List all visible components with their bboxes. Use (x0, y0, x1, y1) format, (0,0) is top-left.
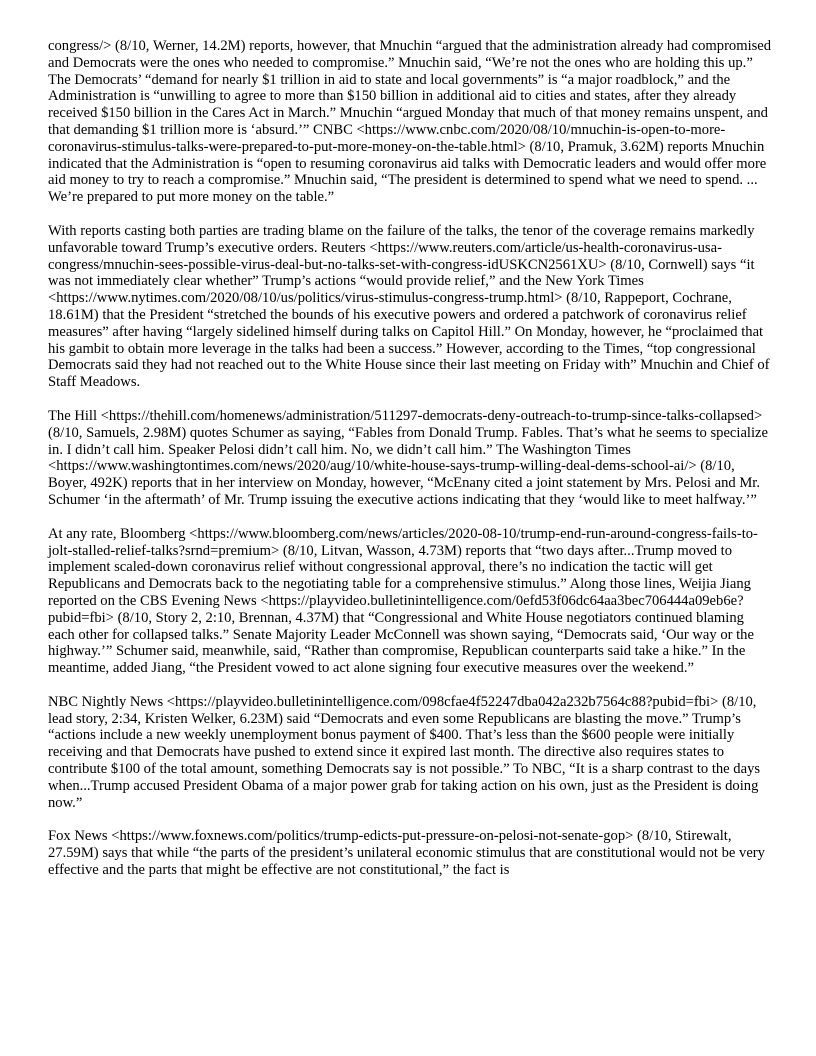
document-page (48, 38, 772, 896)
paragraph-trading-blame: With reports casting both parties are trading blame on the failure of the talks, the tenor of the coverage remains markedly unfavorable toward Trump’s executive orders. Reuters <https://www.reuters.com/article/us-health-coronavirus-usa-congress/mnuchin-sees-possible-virus-deal-but-no-talks-set-with-congress-idUSKCN2561XU> (8/10, Cornwell) says “it was not immediately clear whether” Trump’s actions “would provide relief,” and the New York Times <https://www.nytimes.com/2020/08/10/us/politics/virus-stimulus-congress-trump.html> (8/10, Rappeport, Cochrane, 18.61M) that the President “stretched the bounds of his executive powers and ordered a patchwork of coronavirus relief measures” after having “largely sidelined himself during talks on Capitol Hill.” On Monday, however, he “proclaimed that his gambit to obtain more leverage in the talks had been a success.” However, according to the Times, “top congressional Democrats said they had not reached out to the White House since their last meeting on Friday with” Mnuchin and Chief of Staff Meadows. (48, 222, 770, 391)
paragraph-nbc-nightly-news: NBC Nightly News <https://playvideo.bulletinintelligence.com/098cfae4f52247dba042a232b7564c88?pubid=fbi> (8/10, lead story, 2:34, Kristen Welker, 6.23M) said “Democrats and even some Republicans are blasting the move.” Trump’s “actions include a new weekly unemployment bonus payment of $400. That’s less than the $600 people were initially receiving and that Democrats have pushed to extend since it expired last month. The directive also requires states to contribute $100 of the total amount, something Democrats say is not possible.” To NBC, “It is a sharp contrast to the days when...Trump accused President Obama of a major power grab for taking action on his own, just as the President is doing now.” (48, 693, 761, 811)
paragraph-fox-news: Fox News <https://www.foxnews.com/politics/trump-edicts-put-pressure-on-pelosi-not-senate-gop> (8/10, Stirewalt, 27.59M) says that while “the parts of the president’s unilateral economic stimulus that are constitutional would not be very effective and the parts that might be effective are not constitutional,” the fact is (48, 828, 765, 879)
paragraph-schumer-fables: The Hill <https://thehill.com/homenews/administration/511297-democrats-deny-outreach-to-trump-since-talks-collapsed> (8/10, Samuels, 2.98M) quotes Schumer as saying, “Fables from Donald Trump. Fables. That’s what he seems to specialize in. I didn’t call him. Speaker Pelosi didn’t call him. No, we didn’t call him.” The Washington Times <https://www.washingtontimes.com/news/2020/aug/10/white-house-says-trump-willing-deal-dems-school-ai/> (8/10, Boyer, 492K) reports that in her interview on Monday, however, “McEnany cited a joint statement by Mrs. Pelosi and Mr. Schumer ‘in the aftermath’ of Mr. Trump issuing the executive actions indicating that they ‘would like to meet halfway.’” (48, 407, 768, 508)
paragraph-mnuchin-compromise: congress/> (8/10, Werner, 14.2M) reports, however, that Mnuchin “argued that the administration already had compromised and Democrats were the ones who needed to compromise.” Mnuchin said, “We’re not the ones who are holding this up.” The Democrats’ “demand for nearly $1 trillion in aid to state and local governments” is “a major roadblock,” and the Administration is “unwilling to agree to more than $150 billion in additional aid to cities and states, after they already received $150 billion in the Cares Act in March.” Mnuchin “argued Monday that much of that money remains unspent, and that demanding $1 trillion more is ‘absurd.’” CNBC <https://www.cnbc.com/2020/08/10/mnuchin-is-open-to-more-coronavirus-stimulus-talks-were-prepared-to-put-more-money-on-the-table.html> (8/10, Pramuk, 3.62M) reports Mnuchin indicated that the Administration is “open to resuming coronavirus aid talks with Democratic leaders and would offer more aid money to try to reach a compromise.” Mnuchin said, “The president is determined to spend what we need to spend. ... We’re prepared to put more money on the table.” (48, 38, 772, 206)
paragraph-bloomberg-cbs: At any rate, Bloomberg <https://www.bloomberg.com/news/articles/2020-08-10/trump-end-run-around-congress-fails-to-jolt-stalled-relief-talks?srnd=premium> (8/10, Litvan, Wasson, 4.73M) reports that “two days after...Trump moved to implement scaled-down coronavirus relief without congressional approval, there’s no indication the tactic will get Republicans and Democrats back to the negotiating table for a comprehensive stimulus.” Along those lines, Weijia Jiang reported on the CBS Evening News <https://playvideo.bulletinintelligence.com/0efd53f06dc64aa3bec706444a09eb6e?pubid=fbi> (8/10, Story 2, 2:10, Brennan, 4.37M) that “Congressional and White House negotiators continued blaming each other for collapsed talks.” Senate Majority Leader McConnell was shown saying, “Democrats said, ‘Our way or the highway.’” Schumer said, meanwhile, said, “Rather than compromise, Republican counterparts said take a hike.” In the meantime, added Jiang, “the President vowed to act alone signing four executive measures over the weekend.” (48, 525, 758, 677)
